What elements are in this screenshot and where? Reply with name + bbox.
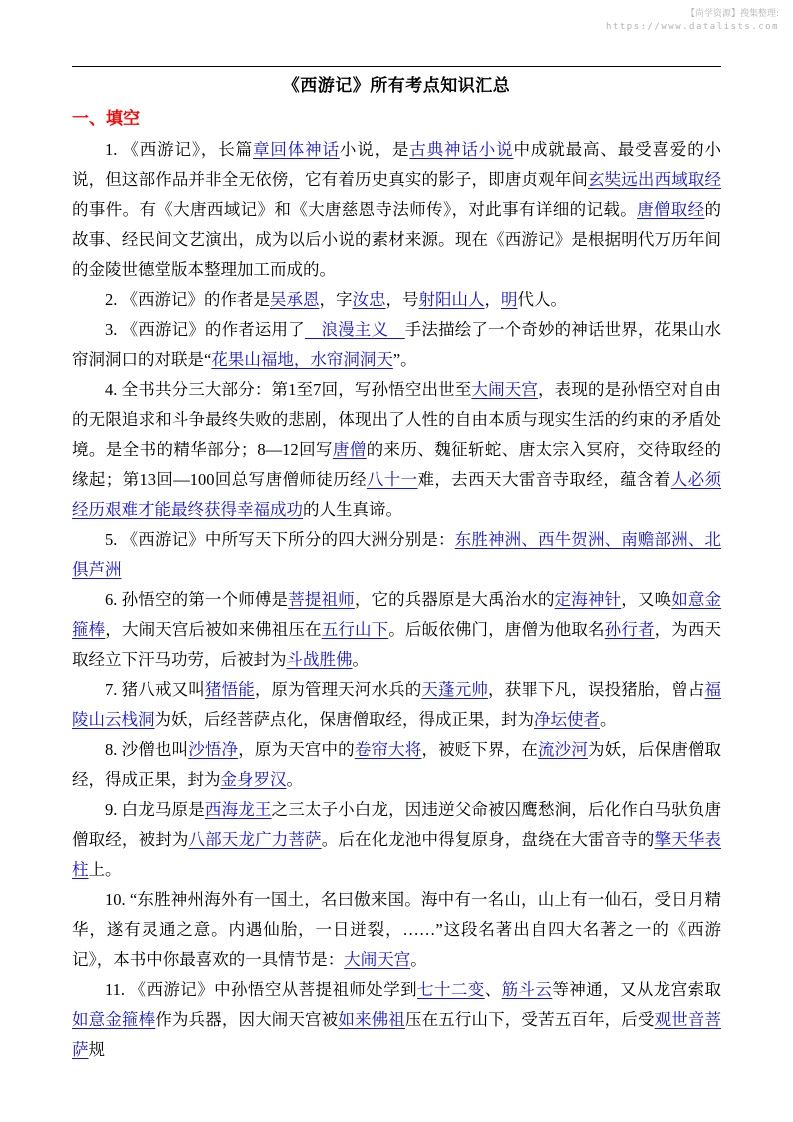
- text-segment: ，又唤: [621, 590, 672, 609]
- highlighted-answer-text: 汝忠: [352, 290, 386, 309]
- highlighted-answer-text: 东胜神洲、西牛贺洲、南赡部洲、北俱芦洲: [72, 530, 722, 579]
- text-segment: ，字: [319, 290, 353, 309]
- text-segment: 的故事、经民间文艺演出，成为以后小说的素材来源。现在《西游记》是根据明代万历年间的金陵世德堂版本整理加工而成的。: [72, 200, 722, 279]
- watermark-source-label: 【尚学资源】搜集整理:: [685, 9, 779, 19]
- highlighted-answer-text: 如意金箍棒: [72, 1010, 156, 1029]
- highlighted-answer-text: 八部天龙广力菩萨: [188, 830, 322, 849]
- highlighted-answer-text: 五行山下: [321, 620, 389, 639]
- text-segment: 为妖，后经菩萨点化，保唐僧取经，得成正果，封为: [154, 710, 534, 729]
- highlighted-answer-text: 如意金箍棒: [72, 590, 722, 639]
- highlighted-answer-text: 唐僧取经: [637, 200, 705, 219]
- watermark-url: https://www.datalists.com: [606, 22, 779, 32]
- text-segment: ，: [484, 290, 501, 309]
- top-divider: [72, 66, 721, 67]
- text-segment: ，大闹天宫后被如来佛祖压在: [105, 620, 322, 639]
- text-segment: 之三太子小白龙，因违逆父命被囚鹰愁涧，后化作白马驮负唐僧取经，被封为: [72, 800, 722, 849]
- highlighted-answer-text: 卷帘大将: [354, 740, 422, 759]
- highlighted-answer-text: 观世音菩萨: [72, 1010, 722, 1059]
- paragraph: [72, 975, 721, 1065]
- paragraph: [72, 795, 721, 885]
- text-segment: 上。: [88, 860, 122, 879]
- text-segment: 11. 《西游记》中孙悟空从菩提祖师处学到: [105, 980, 418, 999]
- section-heading-fill-blank: 一、填空: [72, 109, 140, 128]
- highlighted-answer-text: 孙行者: [604, 620, 655, 639]
- text-segment: 1. 《西游记》，长篇: [105, 140, 254, 159]
- text-segment: 、: [484, 980, 502, 999]
- text-segment: 8. 沙僧也叫: [105, 740, 189, 759]
- highlighted-answer-text: 擎天华表柱: [72, 830, 722, 879]
- highlighted-answer-text: 天蓬元帅: [421, 680, 489, 699]
- paragraph: [72, 135, 721, 285]
- highlighted-answer-text: 金身罗汉: [220, 770, 287, 789]
- highlighted-answer-text: 章回体神话: [253, 140, 340, 159]
- text-segment: 7. 猪八戒又叫: [105, 680, 205, 699]
- highlighted-answer-text: 浪漫主义: [304, 320, 405, 339]
- text-segment: 的事件。有《大唐西域记》和《大唐慈恩寺法师传》，对此事有详细的记载。: [72, 200, 638, 219]
- text-segment: 等神通，又从龙宫索取: [552, 980, 722, 999]
- highlighted-answer-text: 玄奘远出西域取经: [588, 170, 722, 189]
- paragraph: [72, 375, 721, 525]
- highlighted-answer-text: 定海神针: [554, 590, 622, 609]
- highlighted-answer-text: 唐僧: [332, 440, 367, 459]
- text-segment: 中成就最高、最受喜爱的小说，但这部作品并非全无依傍，它有着历史真实的影子，即唐贞观年间: [72, 140, 722, 189]
- highlighted-answer-text: 明: [501, 290, 518, 309]
- text-segment: 4. 全书共分三大部分：第1至7回，写孙悟空出世至: [105, 380, 472, 399]
- highlighted-answer-text: 古典神话小说: [409, 140, 514, 159]
- highlighted-answer-text: 净坛使者: [534, 710, 600, 729]
- text-segment: ，原为天宫中的: [238, 740, 355, 759]
- text-segment: ，获罪下凡，误投猪胎，曾占: [488, 680, 705, 699]
- highlighted-answer-text: 菩提祖师: [288, 590, 355, 609]
- text-segment: ，被贬下界，在: [421, 740, 539, 759]
- highlighted-answer-text: 流沙河: [538, 740, 588, 759]
- paragraph: [72, 525, 721, 585]
- highlighted-answer-text: 吴承恩: [270, 290, 320, 309]
- paragraph: [72, 735, 721, 795]
- text-segment: 2. 《西游记》的作者是: [105, 290, 270, 309]
- paragraph: [72, 675, 721, 735]
- text-segment: 10. “东胜神州海外有一国土，名曰傲来国。海中有一名山，山上有一仙石，受日月精华，遂有灵通之意。内遇仙胎，一日迸裂，……”这段名著出自四大名著之一的《西游记》，本书中你最喜欢的一具情节是：: [72, 890, 721, 969]
- document-body: [72, 135, 721, 1065]
- text-segment: 作为兵器，因大闹天宫被: [155, 1010, 339, 1029]
- highlighted-answer-text: 猪悟能: [204, 680, 255, 699]
- text-segment: 代人。: [517, 290, 567, 309]
- text-segment: 。后皈依佛门，唐僧为他取名: [388, 620, 605, 639]
- text-segment: 的人生真谛。: [303, 500, 402, 519]
- text-segment: 。: [410, 950, 427, 969]
- text-segment: 。: [286, 770, 303, 789]
- text-segment: ，它的兵器原是大禹治水的: [354, 590, 555, 609]
- highlighted-answer-text: 筋斗云: [501, 980, 553, 999]
- text-segment: ，为西天取经立下汗马功劳，后被封为: [72, 620, 722, 669]
- text-segment: 小说，是: [339, 140, 410, 159]
- text-segment: 为妖，后保唐僧取经，得成正果，封为: [72, 740, 722, 789]
- text-segment: 。: [352, 650, 369, 669]
- text-segment: ，原为管理天河水兵的: [254, 680, 422, 699]
- highlighted-answer-text: 花果山福地，水帘洞洞天: [211, 350, 393, 369]
- text-segment: 。: [600, 710, 617, 729]
- text-segment: 手法描绘了一个奇妙的神话世界，花果山水帘洞洞口的对联是“: [72, 320, 722, 369]
- text-segment: 规: [88, 1040, 105, 1059]
- text-segment: 6. 孙悟空的第一个师傅是: [105, 590, 289, 609]
- highlighted-answer-text: 大闹天宫: [471, 380, 539, 399]
- text-segment: 难，去西天大雷音寺取经，蕴含着: [417, 470, 671, 489]
- highlighted-answer-text: 如来佛祖: [338, 1010, 405, 1029]
- paragraph: [72, 885, 721, 975]
- highlighted-answer-text: 射阳山人: [418, 290, 485, 309]
- text-segment: ，表现的是孙悟空对自由的无限追求和斗争最终失败的悲剧，体现出了人性的自由本质与现实生活的约束的矛盾处境。是全书的精华部分；8—12回写: [72, 380, 722, 459]
- text-segment: 3. 《西游记》的作者运用了: [105, 320, 305, 339]
- text-segment: 。后在化龙池中得复原身，盘绕在大雷音寺的: [321, 830, 655, 849]
- text-segment: 的来历、魏征斩蛇、唐太宗入冥府，交待取经的缘起；第13回—100回总写唐僧师徒历经: [72, 440, 722, 489]
- highlighted-answer-text: 福陵山云栈洞: [72, 680, 722, 729]
- highlighted-answer-text: 人必须经历艰难才能最终获得幸福成功: [72, 470, 722, 519]
- highlighted-answer-text: 八十一: [366, 470, 418, 489]
- paragraph: [72, 285, 721, 315]
- text-segment: 压在五行山下，受苦五百年，后受: [404, 1010, 655, 1029]
- text-segment: ”。: [392, 350, 417, 369]
- watermark: [606, 8, 779, 34]
- highlighted-answer-text: 大闹天宫: [344, 950, 411, 969]
- paragraph: [72, 585, 721, 675]
- highlighted-answer-text: 七十二变: [417, 980, 485, 999]
- text-segment: 5. 《西游记》中所写天下所分的四大洲分别是：: [105, 530, 455, 549]
- document-title: 《西游记》所有考点知识汇总: [282, 76, 511, 95]
- text-segment: ，号: [385, 290, 419, 309]
- text-segment: 9. 白龙马原是: [105, 800, 205, 819]
- highlighted-answer-text: 斗战胜佛: [286, 650, 353, 669]
- highlighted-answer-text: 西海龙王: [204, 800, 272, 819]
- highlighted-answer-text: 沙悟净: [188, 740, 239, 759]
- paragraph: [72, 315, 721, 375]
